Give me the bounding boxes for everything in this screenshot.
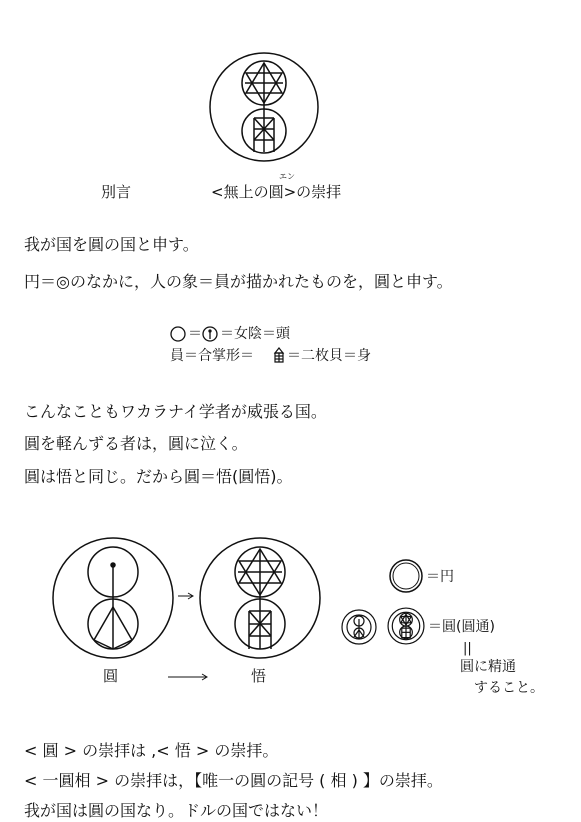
long-arrow-icon bbox=[168, 673, 208, 681]
body-line-2: 圓を軽んずる者は，圓に泣く。 bbox=[24, 434, 248, 453]
footer-line-3: 我が国は圓の国なり。ドルの国ではない！ bbox=[24, 801, 329, 820]
body-line-3: 圓は悟と同じ。だから圓＝悟(圓悟)。 bbox=[24, 467, 293, 486]
caption-main-kanji: 圓 bbox=[268, 183, 284, 201]
caption-main-before: <無上の bbox=[211, 183, 269, 201]
footer-line-2: < 一圓相 > の崇拝は，【唯一の圓の記号 ( 相 ) 】の崇拝。 bbox=[24, 771, 443, 790]
eq-sign: || bbox=[463, 641, 472, 656]
furigana: エン bbox=[279, 172, 295, 181]
note-line-2: すること。 bbox=[474, 680, 544, 696]
caption-main bbox=[211, 183, 341, 202]
en-ring-icon bbox=[389, 559, 423, 593]
circle-with-line-icon bbox=[202, 326, 218, 342]
caption-main-after: >の崇拝 bbox=[283, 183, 342, 201]
equation-row-2-start: 員＝合掌形＝ bbox=[170, 348, 254, 364]
intro-line-1: 我が国を圓の国と申す。 bbox=[24, 235, 199, 254]
note-line-1: 圓に精通 bbox=[460, 659, 516, 675]
caption-left: 別言 bbox=[101, 183, 132, 201]
small-satori-figure bbox=[387, 607, 425, 645]
eq-en: ＝円 bbox=[426, 569, 454, 585]
satori-circle-figure bbox=[199, 537, 321, 659]
equation-row-2-end: ＝二枚貝＝身 bbox=[287, 348, 371, 364]
eq-en-dori: ＝圓(圓通) bbox=[428, 619, 495, 635]
equation-row-1: ＝女陰＝頭 bbox=[220, 326, 290, 342]
body-line-1: こんなこともワカラナイ学者が威張る国。 bbox=[24, 402, 327, 421]
footer-line-1: < 圓 > の崇拝は ,< 悟 > の崇拝。 bbox=[24, 741, 279, 760]
figure-label-right: 悟 bbox=[251, 667, 267, 685]
arrow-icon bbox=[178, 592, 194, 600]
circle-icon bbox=[170, 326, 186, 342]
figure-label-left: 圓 bbox=[103, 667, 119, 685]
small-en-figure bbox=[341, 609, 377, 645]
intro-line-2: 円＝◎のなかに，人の象＝員が描かれたものを，圓と申す。 bbox=[24, 272, 453, 291]
clasped-hands-icon bbox=[273, 347, 285, 363]
top-emblem bbox=[209, 52, 319, 162]
equation-row-1-mid: ＝ bbox=[188, 326, 202, 342]
en-circle-figure bbox=[52, 537, 174, 659]
